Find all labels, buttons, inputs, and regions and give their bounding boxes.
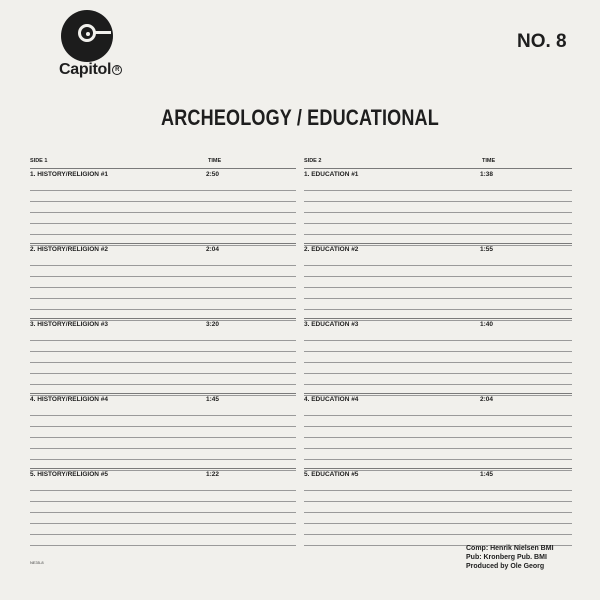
ruled-line [30, 341, 296, 352]
capitol-logo [58, 10, 130, 80]
track-heading [30, 318, 296, 330]
track-time: 1:38 [480, 171, 494, 178]
ruled-line [304, 374, 572, 385]
track-time: 1:45 [480, 471, 494, 478]
ruled-lines [30, 330, 296, 394]
ruled-line [304, 299, 572, 310]
track-heading [304, 243, 572, 255]
track-row [30, 168, 296, 243]
track-title: 5. HISTORY/RELIGION #5 [30, 471, 109, 478]
brand-name: Capitol R [59, 61, 122, 79]
ruled-line [304, 524, 572, 535]
ruled-line [30, 299, 296, 310]
album-title: ARCHEOLOGY / EDUCATIONAL [161, 105, 439, 130]
side-1-header-row [30, 158, 296, 168]
ruled-line [30, 277, 296, 288]
ruled-line [30, 363, 296, 374]
track-title: 2. EDUCATION #2 [304, 246, 359, 253]
ruled-line [30, 202, 296, 213]
track-heading [304, 393, 572, 405]
ruled-lines [30, 405, 296, 469]
track-row [304, 468, 572, 543]
ruled-line [30, 352, 296, 363]
track-row [304, 393, 572, 468]
ruled-lines [30, 180, 296, 244]
ruled-line [30, 416, 296, 427]
track-heading [30, 468, 296, 480]
ruled-line [304, 352, 572, 363]
track-heading [30, 243, 296, 255]
ruled-line [304, 491, 572, 502]
ruled-lines [304, 330, 572, 394]
track-time: 1:55 [480, 246, 494, 253]
ruled-line [30, 438, 296, 449]
track-title: 2. HISTORY/RELIGION #2 [30, 246, 109, 253]
ruled-line [30, 224, 296, 235]
registered-icon: R [112, 65, 122, 75]
track-time: 2:04 [480, 396, 494, 403]
track-row [30, 393, 296, 468]
ruled-lines [304, 405, 572, 469]
ruled-line [30, 535, 296, 546]
track-row [304, 168, 572, 243]
ruled-line [304, 266, 572, 277]
ruled-line [304, 191, 572, 202]
ruled-line [30, 524, 296, 535]
ruled-line [30, 288, 296, 299]
composer-credit: Comp: Henrik Nielsen BMI [466, 545, 554, 552]
track-row [30, 468, 296, 543]
ruled-lines [30, 480, 296, 544]
volume-number: NO. 8 [517, 31, 567, 52]
track-time: 2:04 [206, 246, 220, 253]
ruled-line [304, 202, 572, 213]
capitol-dome-icon [61, 10, 113, 62]
producer-credit: Produced by Ole Georg [466, 563, 545, 570]
track-title: 5. EDUCATION #5 [304, 471, 359, 478]
track-row [30, 243, 296, 318]
track-time: 3:20 [206, 321, 220, 328]
side-1 [30, 158, 296, 543]
ruled-line [30, 330, 296, 341]
side-2-time-header: TIME [482, 158, 496, 164]
ruled-line [30, 191, 296, 202]
ruled-line [30, 255, 296, 266]
track-heading [30, 393, 296, 405]
credits [466, 544, 554, 571]
catalog-number: NE35-8 [30, 560, 44, 565]
ruled-lines [304, 480, 572, 544]
track-time: 1:22 [206, 471, 220, 478]
ruled-line [30, 449, 296, 460]
ruled-line [304, 288, 572, 299]
track-title: 1. EDUCATION #1 [304, 171, 359, 178]
ruled-line [304, 405, 572, 416]
track-row [304, 243, 572, 318]
track-time: 1:45 [206, 396, 220, 403]
ruled-line [30, 213, 296, 224]
ruled-line [304, 224, 572, 235]
ruled-line [304, 341, 572, 352]
ruled-line [304, 363, 572, 374]
ruled-lines [30, 255, 296, 319]
track-title: 4. HISTORY/RELIGION #4 [30, 396, 109, 403]
ruled-line [304, 416, 572, 427]
ruled-line [304, 330, 572, 341]
track-row [30, 318, 296, 393]
ruled-line [30, 374, 296, 385]
side-2-header-row [304, 158, 572, 168]
ruled-line [304, 255, 572, 266]
ruled-line [30, 405, 296, 416]
track-title: 4. EDUCATION #4 [304, 396, 359, 403]
side-2-label: SIDE 2 [304, 158, 322, 164]
side-1-time-header: TIME [208, 158, 222, 164]
track-title: 3. EDUCATION #3 [304, 321, 359, 328]
track-heading [304, 468, 572, 480]
ruled-line [30, 266, 296, 277]
ruled-line [304, 277, 572, 288]
ruled-line [30, 502, 296, 513]
ruled-line [304, 427, 572, 438]
track-row [304, 318, 572, 393]
publisher-credit: Pub: Kronberg Pub. BMI [466, 554, 547, 561]
ruled-line [30, 491, 296, 502]
track-title: 3. HISTORY/RELIGION #3 [30, 321, 109, 328]
ruled-line [304, 438, 572, 449]
ruled-line [304, 480, 572, 491]
ruled-line [304, 213, 572, 224]
side-1-label: SIDE 1 [30, 158, 48, 164]
ruled-line [30, 513, 296, 524]
side-2 [304, 158, 572, 543]
ruled-line [304, 180, 572, 191]
ruled-line [304, 502, 572, 513]
track-heading [304, 318, 572, 330]
ruled-line [30, 480, 296, 491]
track-title: 1. HISTORY/RELIGION #1 [30, 171, 109, 178]
ruled-line [304, 449, 572, 460]
track-heading [304, 168, 572, 180]
track-time: 2:50 [206, 171, 220, 178]
ruled-line [30, 427, 296, 438]
ruled-lines [304, 180, 572, 244]
ruled-line [30, 180, 296, 191]
track-heading [30, 168, 296, 180]
ruled-lines [304, 255, 572, 319]
track-time: 1:40 [480, 321, 494, 328]
ruled-line [304, 513, 572, 524]
